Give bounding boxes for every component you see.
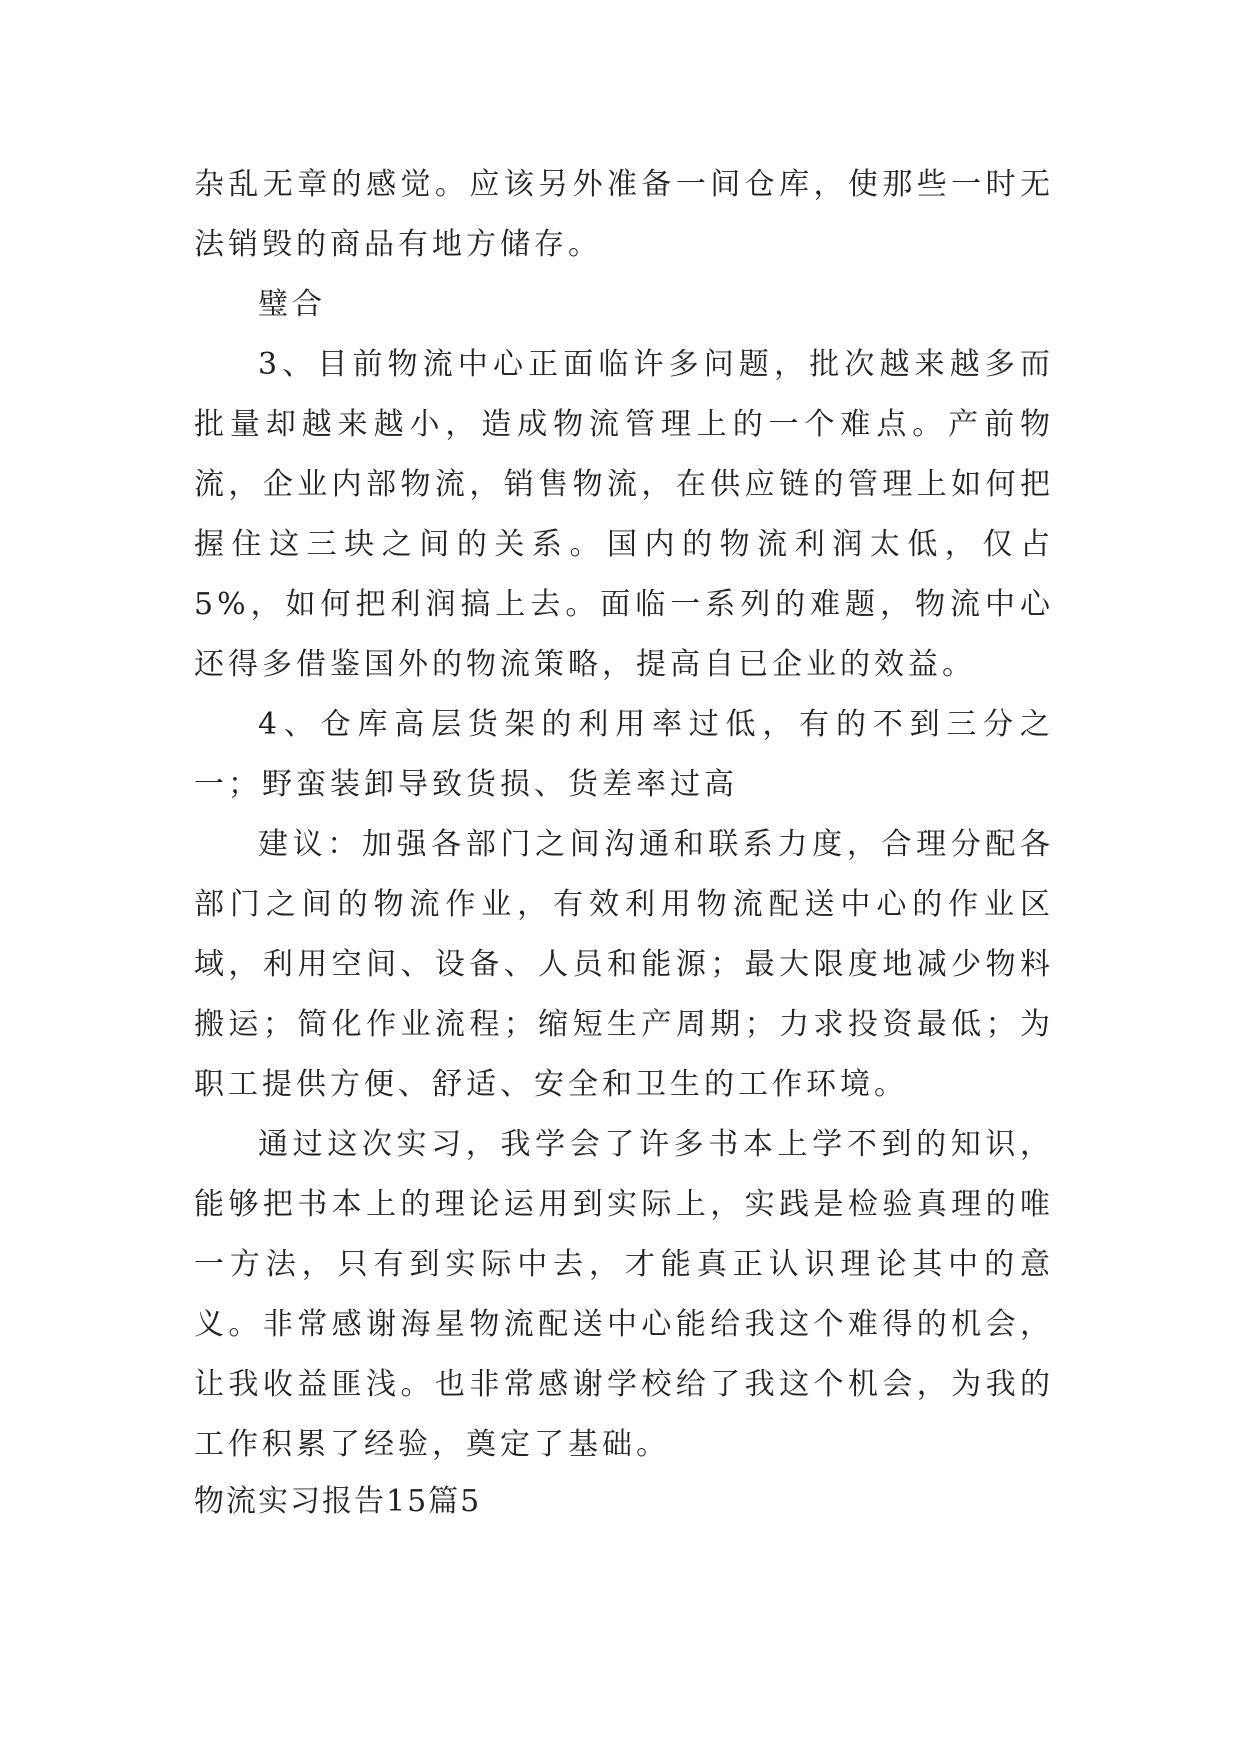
paragraph-fragment: 璧合 xyxy=(258,287,326,322)
paragraph-conclusion: 通过这次实习，我学会了许多书本上学不到的知识，能够把书本上的理论运用到实际上，实践是检验真理的唯一方法，只有到实际中去，才能真正认识理论其中的意义。非常感谢海星物流配送中心能给我这个难得的机会，让我收益匪浅。也非常感谢学校给了我这个机会，为我的工作积累了经验，奠定了基础。 xyxy=(194,1127,1054,1462)
section-heading: 物流实习报告15篇5 xyxy=(194,1484,482,1519)
paragraph-point-3: 3、目前物流中心正面临许多问题，批次越来越多而批量却越来越小，造成物流管理上的一个难点。产前物流，企业内部物流，销售物流，在供应链的管理上如何把握住这三块之间的关系。国内的物流利润太低，仅占5%，如何把利润搞上去。面临一系列的难题，物流中心还得多借鉴国外的物流策略，提高自已企业的效益。 xyxy=(194,347,1054,682)
paragraph-suggestion: 建议：加强各部门之间沟通和联系力度，合理分配各部门之间的物流作业，有效利用物流配送中心的作业区域，利用空间、设备、人员和能源；最大限度地减少物料搬运；简化作业流程；缩短生产周期；力求投资最低；为职工提供方便、舒适、安全和卫生的工作环境。 xyxy=(194,827,1054,1102)
paragraph-continuation: 杂乱无章的感觉。应该另外准备一间仓库，使那些一时无法销毁的商品有地方储存。 xyxy=(194,167,1054,262)
paragraph-point-4: 4、仓库高层货架的利用率过低，有的不到三分之一；野蛮装卸导致货损、货差率过高 xyxy=(194,707,1054,802)
document-body xyxy=(194,155,1054,1475)
